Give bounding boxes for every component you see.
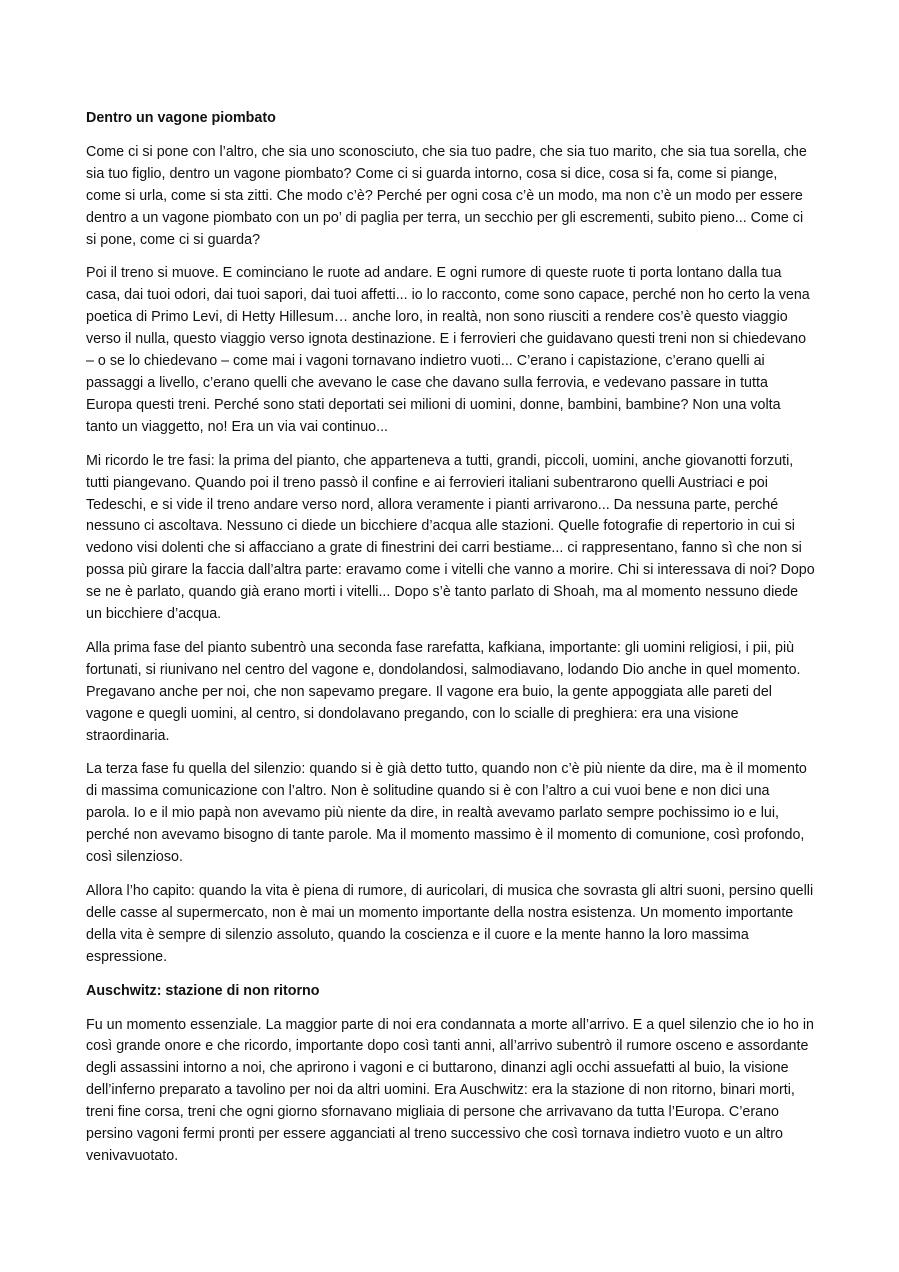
paragraph: Fu un momento essenziale. La maggior parte di noi era condannata a morte all’arrivo. E a quel silenzio che io ho in così grande onore e che ricordo, importante dopo così tanti anni, all’arrivo subentrò il rumore osceno e assordante degli assassini intorno a noi, che aprirono i vagoni e ci buttarono, dinanzi agli occhi assuefatti al buio, la visione dell’inferno preparato a tavolino per noi da altri uomini. Era Auschwitz: era la stazione di non ritorno, binari morti, treni fine corsa, treni che ogni giorno sfornavano migliaia di persone che arrivavano da tutta l’Europa. C’erano persino vagoni fermi pronti per essere agganciati al treno successivo che così tornava indietro vuoto e un altro venivavuotato. bbox=[86, 1016, 814, 1164]
section-heading: Auschwitz: stazione di non ritorno bbox=[86, 982, 320, 999]
paragraph: Mi ricordo le tre fasi: la prima del pianto, che apparteneva a tutti, grandi, piccoli, uomini, anche giovanotti forzuti, tutti piangevano. Quando poi il treno passò il confine e ai ferrovieri italiani subentrarono quelli Austriaci e poi Tedeschi, e si vide il treno andare verso nord, allora veramente i pianti arrivarono... Da nessuna parte, perché nessuno ci ascoltava. Nessuno ci diede un bicchiere d’acqua alle stazioni. Quelle fotografie di repertorio in cui si vedono visi dolenti che si affacciano a grate di finestrini dei carri bestiame... ci rappresentano, fanno sì che non si possa più girare la faccia dall’altra parte: eravamo come i vitelli che vanno a morire. Chi si interessava di noi? Dopo se ne è parlato, quando già erano morti i vitelli... Dopo s’è tanto parlato di Shoah, ma al momento nessuno diede un bicchiere d’acqua. bbox=[86, 452, 815, 623]
section-vagone bbox=[86, 108, 816, 969]
paragraph: Alla prima fase del pianto subentrò una seconda fase rarefatta, kafkiana, importante: gli uomini religiosi, i pii, più fortunati, si riunivano nel centro del vagone e, dondolandosi, salmodiavano, lodando Dio anche in quel momento. Pregavano anche per noi, che non sapevamo pregare. Il vagone era buio, la gente appoggiata alle pareti del vagone e quegli uomini, al centro, si dondolavano pregando, con lo scialle di preghiera: era una visione straordinaria. bbox=[86, 639, 801, 744]
paragraph: Allora l’ho capito: quando la vita è piena di rumore, di auricolari, di musica che sovrasta gli altri suoni, persino quelli delle casse al supermercato, non è mai un momento importante della nostra esistenza. Un momento importante della vita è sempre di silenzio assoluto, quando la coscienza e il cuore e la mente hanno la loro massima espressione. bbox=[86, 883, 814, 965]
paragraph: Come ci si pone con l’altro, che sia uno sconosciuto, che sia tuo padre, che sia tuo marito, che sia tua sorella, che sia tuo figlio, dentro un vagone piombato? Come ci si guarda intorno, cosa si dice, cosa si fa, come si piange, come si urla, come si sta zitti. Che modo c’è? Perché per ogni cosa c’è un modo, ma non c’è un modo per essere dentro a un vagone piombato con un po’ di paglia per terra, un secchio per gli escrementi, subito pieno... Come ci si pone, come ci si guarda? bbox=[86, 143, 807, 248]
section-auschwitz bbox=[86, 981, 816, 1168]
paragraph: Poi il treno si muove. E cominciano le ruote ad andare. E ogni rumore di queste ruote ti porta lontano dalla tua casa, dai tuoi odori, dai tuoi sapori, dai tuoi affetti... io lo racconto, come sono capace, perché non ho certo la vena poetica di Primo Levi, di Hetty Hillesum… anche loro, in realtà, non sono riusciti a rendere cos’è questo viaggio verso il nulla, questo viaggio verso ignota destinazione. E i ferrovieri che guidavano questi treni non si chiedevano – o se lo chiedevano – come mai i vagoni tornavano indietro vuoti... C’erano i capistazione, c’erano quelli ai passaggi a livello, c’erano quelli che avevano le case che davano sulla ferrovia, e vedevano passare in tutta Europa questi treni. Perché sono stati deportati sei milioni di uomini, donne, bambini, bambine? Non una volta tanto un viaggetto, no! Era un via vai continuo... bbox=[86, 265, 810, 435]
paragraph: La terza fase fu quella del silenzio: quando si è già detto tutto, quando non c’è più niente da dire, ma è il momento di massima comunicazione con l’altro. Non è solitudine quando si è con l’altro a cui vuoi bene e non dici una parola. Io e il mio papà non avevamo più niente da dire, in realtà avevamo parlato sempre pochissimo io e lui, perché non avevamo bisogno di tante parole. Ma il momento massimo è il momento di comunione, così profondo, così silenzioso. bbox=[86, 761, 807, 866]
section-heading: Dentro un vagone piombato bbox=[86, 110, 276, 126]
document-page bbox=[86, 108, 816, 1180]
